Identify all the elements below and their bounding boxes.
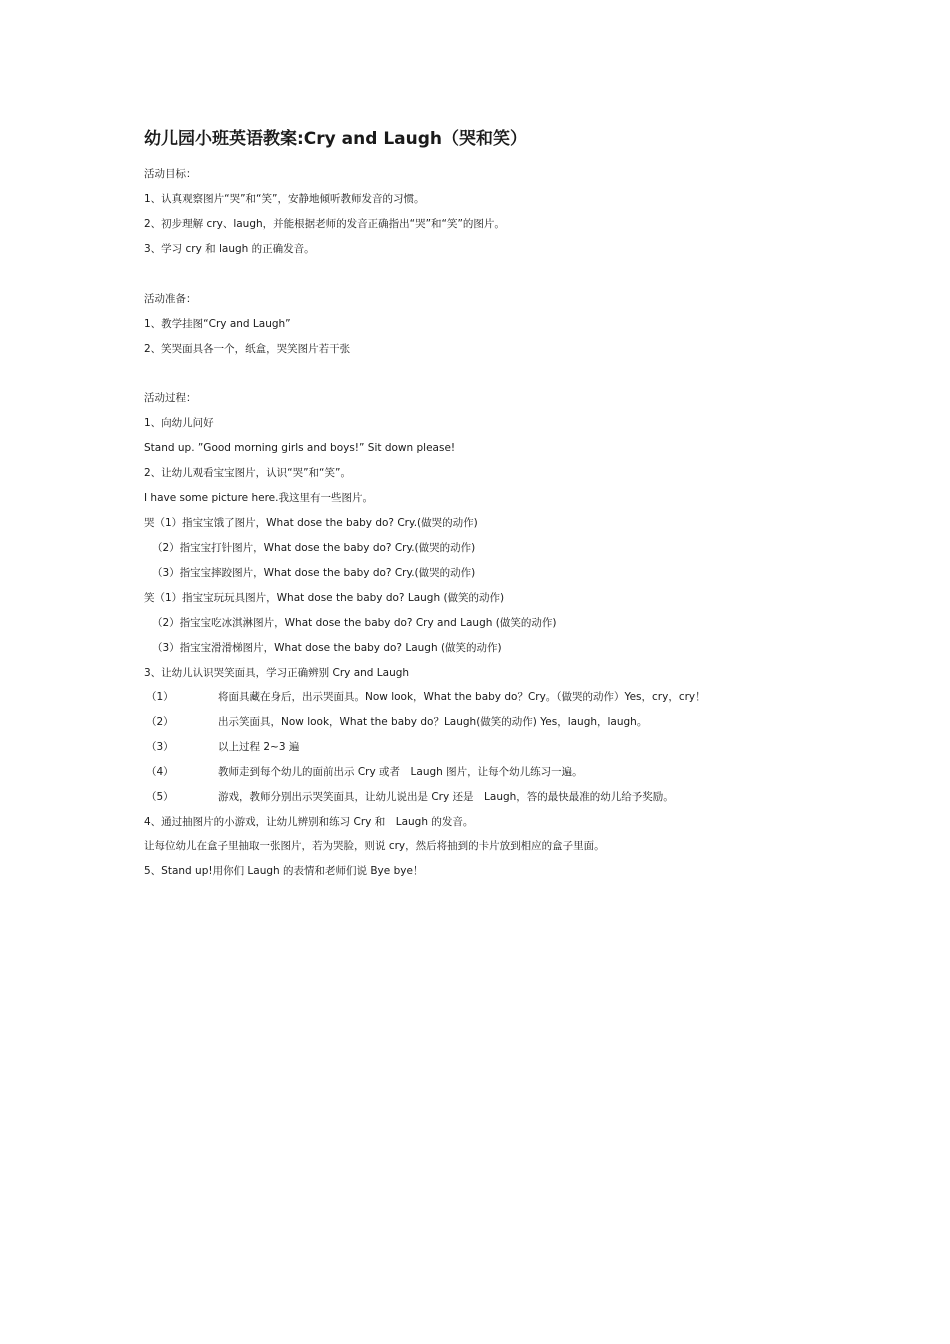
prep-heading: 活动准备： (144, 293, 197, 305)
goals-heading: 活动目标： (144, 168, 197, 180)
closing-line: 4、通过抽图片的小游戏，让幼儿辨别和练习 Cry 和 Laugh 的发音。 (144, 816, 474, 828)
process-line: （2）指宝宝打针图片，What dose the baby do? Cry.(做哭的动作) (152, 542, 476, 554)
step-number: （1） (146, 691, 174, 703)
step-number: （5） (146, 791, 174, 803)
step-text: 将面具藏在身后，出示哭面具。Now look，What the baby do？Cry。（做哭的动作）Yes，cry，cry！ (218, 691, 706, 703)
goal-item: 3、学习 cry 和 laugh 的正确发音。 (144, 243, 315, 255)
prep-item: 2、笑哭面具各一个，纸盒，哭笑图片若干张 (144, 343, 351, 355)
process-line: 2、让幼儿观看宝宝图片，认识“哭”和“笑”。 (144, 467, 351, 479)
step-number: （4） (146, 766, 174, 778)
goal-item: 2、初步理解 cry、laugh，并能根据老师的发音正确指出“哭”和“笑”的图片。 (144, 218, 505, 230)
process-line: I have some picture here.我这里有一些图片。 (144, 492, 373, 504)
process-line: （3）指宝宝滑滑梯图片，What dose the baby do? Laugh (做笑的动作) (152, 642, 502, 654)
goal-item: 1、认真观察图片“哭”和“笑”，安静地倾听教师发音的习惯。 (144, 193, 425, 205)
step-number: （2） (146, 716, 174, 728)
process-line: 1、向幼儿问好 (144, 417, 214, 429)
process-line: 哭（1）指宝宝饿了图片，What dose the baby do? Cry.(做哭的动作) (144, 517, 478, 529)
closing-line: 5、Stand up!用你们 Laugh 的表情和老师们说 Bye bye！ (144, 865, 424, 877)
process-line: （2）指宝宝吃冰淇淋图片，What dose the baby do? Cry and Laugh (做笑的动作) (152, 617, 557, 629)
step-text: 出示笑面具，Now look，What the baby do？Laugh(做笑的动作) Yes，laugh，laugh。 (218, 716, 648, 728)
process-line: 3、让幼儿认识哭笑面具，学习正确辨别 Cry and Laugh (144, 667, 410, 679)
step-number: （3） (146, 741, 174, 753)
process-line: 笑（1）指宝宝玩玩具图片，What dose the baby do? Laugh (做笑的动作) (144, 592, 505, 604)
document-title: 幼儿园小班英语教案:Cry and Laugh（哭和笑） (144, 129, 527, 149)
process-heading: 活动过程： (144, 392, 197, 404)
step-text: 游戏，教师分别出示哭笑面具，让幼儿说出是 Cry 还是 Laugh，答的最快最准的幼儿给予奖励。 (218, 791, 674, 803)
prep-item: 1、教学挂图“Cry and Laugh” (144, 318, 291, 330)
process-line: Stand up. ”Good morning girls and boys!” Sit down please! (144, 442, 456, 454)
process-line: （3）指宝宝摔跤图片，What dose the baby do? Cry.(做哭的动作) (152, 567, 476, 579)
step-text: 以上过程 2~3 遍 (218, 741, 300, 753)
closing-line: 让每位幼儿在盒子里抽取一张图片，若为哭脸，则说 cry，然后将抽到的卡片放到相应的盒子里面。 (144, 840, 605, 852)
step-text: 教师走到每个幼儿的面前出示 Cry 或者 Laugh 图片，让每个幼儿练习一遍。 (218, 766, 583, 778)
